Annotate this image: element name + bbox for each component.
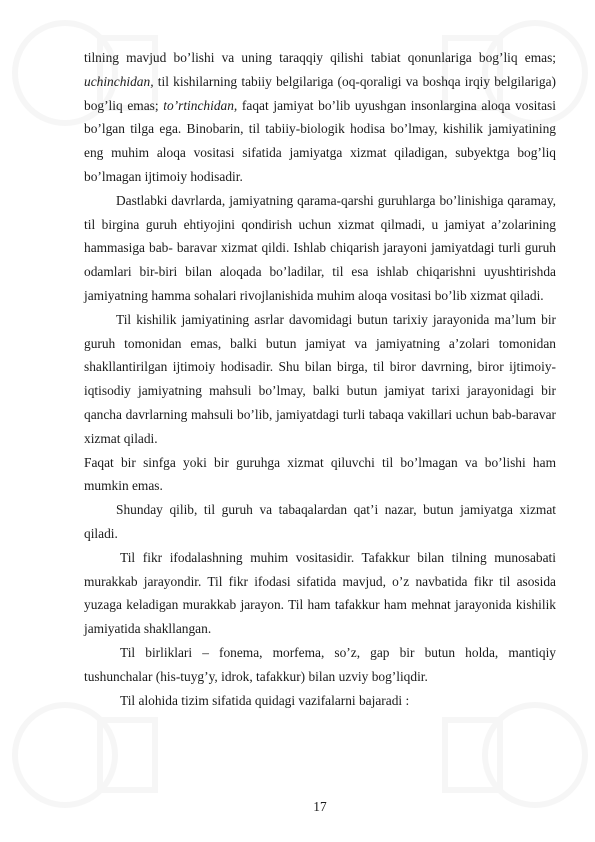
paragraph-text: til kishilarning tabiiy belgilariga (oq-qoraligi va boshqa irqiy belgilariga) bog’liq emas; <box>84 73 556 113</box>
paragraph-text: Til birliklari – fonema, morfema, so’z, gap bir butun holda, mantiqiy tushunchalar (his-tuyg’y, idrok, tafakkur) bilan uzviy bog’liqdir. <box>84 644 556 684</box>
paragraph <box>84 46 556 189</box>
paragraph <box>84 498 556 546</box>
paragraph-text: faqat jamiyat bo’lib uyushgan insonlargina aloqa vositasi bo’lgan tilga ega. Binobarin, til tabiiy-biologik hodisa bo’lmay, kishilik jamiyatining eng muhim aloqa vositasi sifatida jamiyatga xizmat qiladigan, subyektga bog’liq bo’lmagan ijtimoiy hodisadir. <box>84 97 556 184</box>
paragraph <box>84 451 556 499</box>
paragraph <box>84 308 556 451</box>
paragraph-text: tilning mavjud bo’lishi va uning taraqqiy qilishi tabiat qonunlariga bog’liq emas; <box>84 50 556 65</box>
paragraph <box>84 689 556 713</box>
paragraph <box>84 546 556 641</box>
watermark-icon <box>10 700 160 810</box>
paragraph-text: Faqat bir sinfga yoki bir guruhga xizmat qiluvchi til bo’lmagan va bo’lishi ham mumkin emas. <box>84 454 556 494</box>
paragraph-text: Shunday qilib, til guruh va tabaqalardan qat’i nazar, butun jamiyatga xizmat qiladi. <box>84 502 556 541</box>
emphasis-text: uchinchidan, <box>84 73 154 89</box>
paragraph <box>84 641 556 689</box>
watermark-icon <box>440 700 590 810</box>
paragraph-text: Til kishilik jamiyatining asrlar davomidagi butun tarixiy jarayonida ma’lum bir guruh tomonidan emas, balki butun jamiyat va jamiyatning a’zolari tomonidan shakllantirilgan ijtimoiy hodisadir. Shu bilan birga, til biror davrning, biror ijtimoiy-iqtisodiy jamiyatning mahsuli bo’lmay, balki butun jamiyat tarixi jarayonidagi bir qancha davrlarning mahsuli bo’lib, jamiyatdagi turli tabaqa vakillari uchun bab-baravar xizmat qiladi. <box>84 311 556 446</box>
body-text <box>84 46 556 712</box>
paragraph-text: Dastlabki davrlarda, jamiyatning qarama-qarshi guruhlarga bo’linishiga qaramay, til birgina guruh ehtiyojini qondirish uchun xizmat qilmadi, u jamiyat a’zolarining hammasiga bab- baravar xizmat qildi. Ishlab chiqarish jarayoni jamiyatdagi turli guruh odamlari bir-biri bilan aloqada bo’ladilar, til esa ishlab chiqarishni uyushtirishda jamiyatning hamma sohalari rivojlanishida muhim aloqa vositasi bo’lib xizmat qiladi. <box>84 192 556 303</box>
paragraph <box>84 189 556 308</box>
emphasis-text: to’rtinchidan, <box>163 97 238 113</box>
paragraph-text: Til fikr ifodalashning muhim vositasidir. Tafakkur bilan tilning munosabati murakkab jarayondir. Til fikr ifodasi sifatida mavjud, o’z navbatida fikr til asosida yuzaga keladigan murakkab jarayon. Til ham tafakkur ham mehnat jarayonida kishilik jamiyatida shakllangan. <box>84 549 556 637</box>
page-number: 17 <box>313 799 327 814</box>
paragraph-text: Til alohida tizim sifatida quidagi vazifalarni bajaradi : <box>120 692 410 708</box>
